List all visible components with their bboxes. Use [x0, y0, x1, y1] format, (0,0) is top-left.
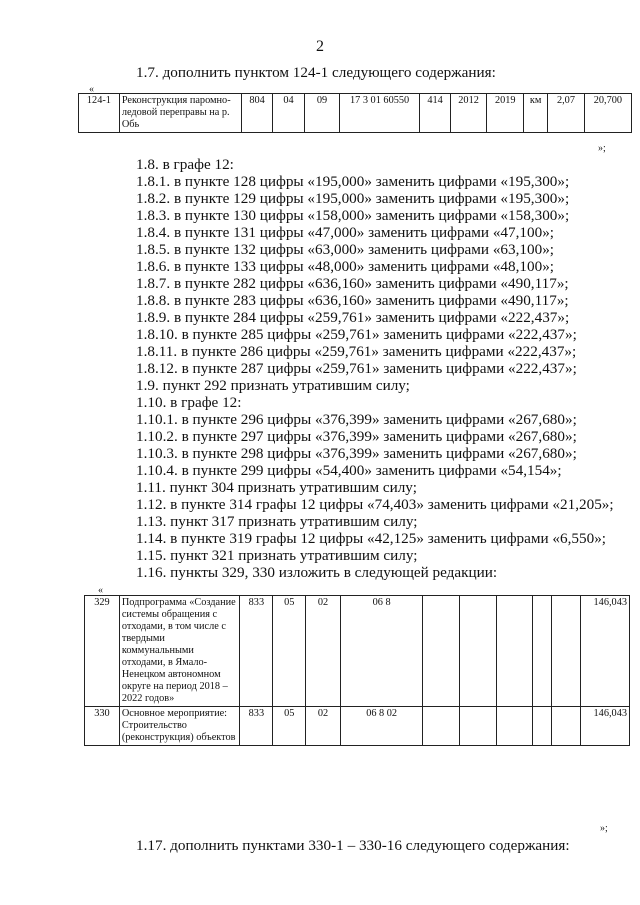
- table-2: [84, 595, 630, 746]
- line-1-8: 1.8. в графе 12:: [136, 156, 234, 173]
- cell-number: 124-1: [79, 94, 120, 133]
- table-row: [79, 94, 632, 133]
- line-1-10-1: 1.10.1. в пункте 296 цифры «376,399» заменить цифрами «267,680»;: [136, 411, 577, 428]
- line-1-8-6: 1.8.6. в пункте 133 цифры «48,000» заменить цифрами «48,100»;: [136, 258, 555, 275]
- cell-end-year: 2019: [487, 94, 524, 133]
- line-1-8-5: 1.8.5. в пункте 132 цифры «63,000» заменить цифрами «63,100»;: [136, 241, 555, 258]
- cell-code-2: 05: [273, 596, 306, 707]
- cell-unit: [533, 596, 552, 707]
- line-1-9: 1.9. пункт 292 признать утратившим силу;: [136, 377, 410, 394]
- cell-code-2: 04: [272, 94, 304, 133]
- cell-target-code: 06 8 02: [340, 707, 422, 746]
- cell-amount: 146,043: [581, 707, 630, 746]
- line-1-16: 1.16. пункты 329, 330 изложить в следующей редакции:: [136, 564, 498, 581]
- cell-code-3: 02: [306, 707, 341, 746]
- cell-expense-type: [423, 596, 460, 707]
- cell-name: Реконструкция паромно-ледовой переправы на р. Обь: [119, 94, 242, 133]
- line-1-8-8: 1.8.8. в пункте 283 цифры «636,160» заменить цифрами «490,117»;: [136, 292, 569, 309]
- cell-target-code: 17 3 01 60550: [339, 94, 420, 133]
- cell-code-3: 02: [306, 596, 341, 707]
- cell-capacity: 2,07: [548, 94, 585, 133]
- cell-capacity: [552, 596, 581, 707]
- cell-end-year: [496, 596, 533, 707]
- line-1-14: 1.14. в пункте 319 графы 12 цифры «42,125» заменить цифрами «6,550»;: [136, 530, 607, 547]
- cell-capacity: [552, 707, 581, 746]
- quote-close-1: »;: [598, 143, 606, 154]
- quote-open-1: «: [89, 84, 94, 95]
- page-number: 2: [316, 38, 324, 55]
- line-1-8-4: 1.8.4. в пункте 131 цифры «47,000» заменить цифрами «47,100»;: [136, 224, 555, 241]
- cell-number: 330: [85, 707, 120, 746]
- cell-expense-type: 414: [420, 94, 450, 133]
- cell-code-3: 09: [305, 94, 340, 133]
- quote-close-2: »;: [600, 823, 608, 834]
- line-1-15: 1.15. пункт 321 признать утратившим силу;: [136, 547, 418, 564]
- cell-code-2: 05: [273, 707, 306, 746]
- cell-target-code: 06 8: [340, 596, 422, 707]
- cell-start-year: 2012: [450, 94, 487, 133]
- line-1-8-11: 1.8.11. в пункте 286 цифры «259,761» заменить цифрами «222,437»;: [136, 343, 577, 360]
- line-1-10-3: 1.10.3. в пункте 298 цифры «376,399» заменить цифрами «267,680»;: [136, 445, 577, 462]
- cell-code-1: 833: [240, 707, 273, 746]
- cell-start-year: [460, 707, 497, 746]
- cell-unit: [533, 707, 552, 746]
- table-row: [85, 707, 630, 746]
- quote-open-2: «: [98, 585, 103, 596]
- cell-end-year: [496, 707, 533, 746]
- cell-amount: 20,700: [584, 94, 631, 133]
- cell-code-1: 804: [242, 94, 272, 133]
- cell-code-1: 833: [240, 596, 273, 707]
- line-1-10-2: 1.10.2. в пункте 297 цифры «376,399» заменить цифрами «267,680»;: [136, 428, 577, 445]
- table-1: [78, 93, 632, 133]
- line-1-13: 1.13. пункт 317 признать утратившим силу;: [136, 513, 418, 530]
- line-1-8-10: 1.8.10. в пункте 285 цифры «259,761» заменить цифрами «222,437»;: [136, 326, 577, 343]
- line-1-8-9: 1.8.9. в пункте 284 цифры «259,761» заменить цифрами «222,437»;: [136, 309, 570, 326]
- cell-unit: км: [524, 94, 548, 133]
- line-1-10-4: 1.10.4. в пункте 299 цифры «54,400» заменить цифрами «54,154»;: [136, 462, 562, 479]
- cell-start-year: [460, 596, 497, 707]
- line-1-8-1: 1.8.1. в пункте 128 цифры «195,000» заменить цифрами «195,300»;: [136, 173, 570, 190]
- cell-name: Подпрограмма «Создание системы обращения с отходами, в том числе с твердыми коммунальными отходами, в Ямало-Ненецком автономном округе на период 2018 – 2022 годов»: [119, 596, 240, 707]
- line-1-8-7: 1.8.7. в пункте 282 цифры «636,160» заменить цифрами «490,117»;: [136, 275, 569, 292]
- line-1-11: 1.11. пункт 304 признать утратившим силу;: [136, 479, 417, 496]
- cell-name: Основное мероприятие: Строительство (реконструкция) объектов: [119, 707, 240, 746]
- line-1-10: 1.10. в графе 12:: [136, 394, 242, 411]
- line-1-12: 1.12. в пункте 314 графы 12 цифры «74,403» заменить цифрами «21,205»;: [136, 496, 614, 513]
- line-1-8-3: 1.8.3. в пункте 130 цифры «158,000» заменить цифрами «158,300»;: [136, 207, 570, 224]
- item-1-17: 1.17. дополнить пунктами 330-1 – 330-16 следующего содержания:: [136, 837, 570, 854]
- cell-amount: 146,043: [581, 596, 630, 707]
- table-row: [85, 596, 630, 707]
- line-1-8-2: 1.8.2. в пункте 129 цифры «195,000» заменить цифрами «195,300»;: [136, 190, 570, 207]
- item-1-7: 1.7. дополнить пунктом 124-1 следующего содержания:: [136, 64, 496, 81]
- cell-expense-type: [423, 707, 460, 746]
- cell-number: 329: [85, 596, 120, 707]
- line-1-8-12: 1.8.12. в пункте 287 цифры «259,761» заменить цифрами «222,437»;: [136, 360, 577, 377]
